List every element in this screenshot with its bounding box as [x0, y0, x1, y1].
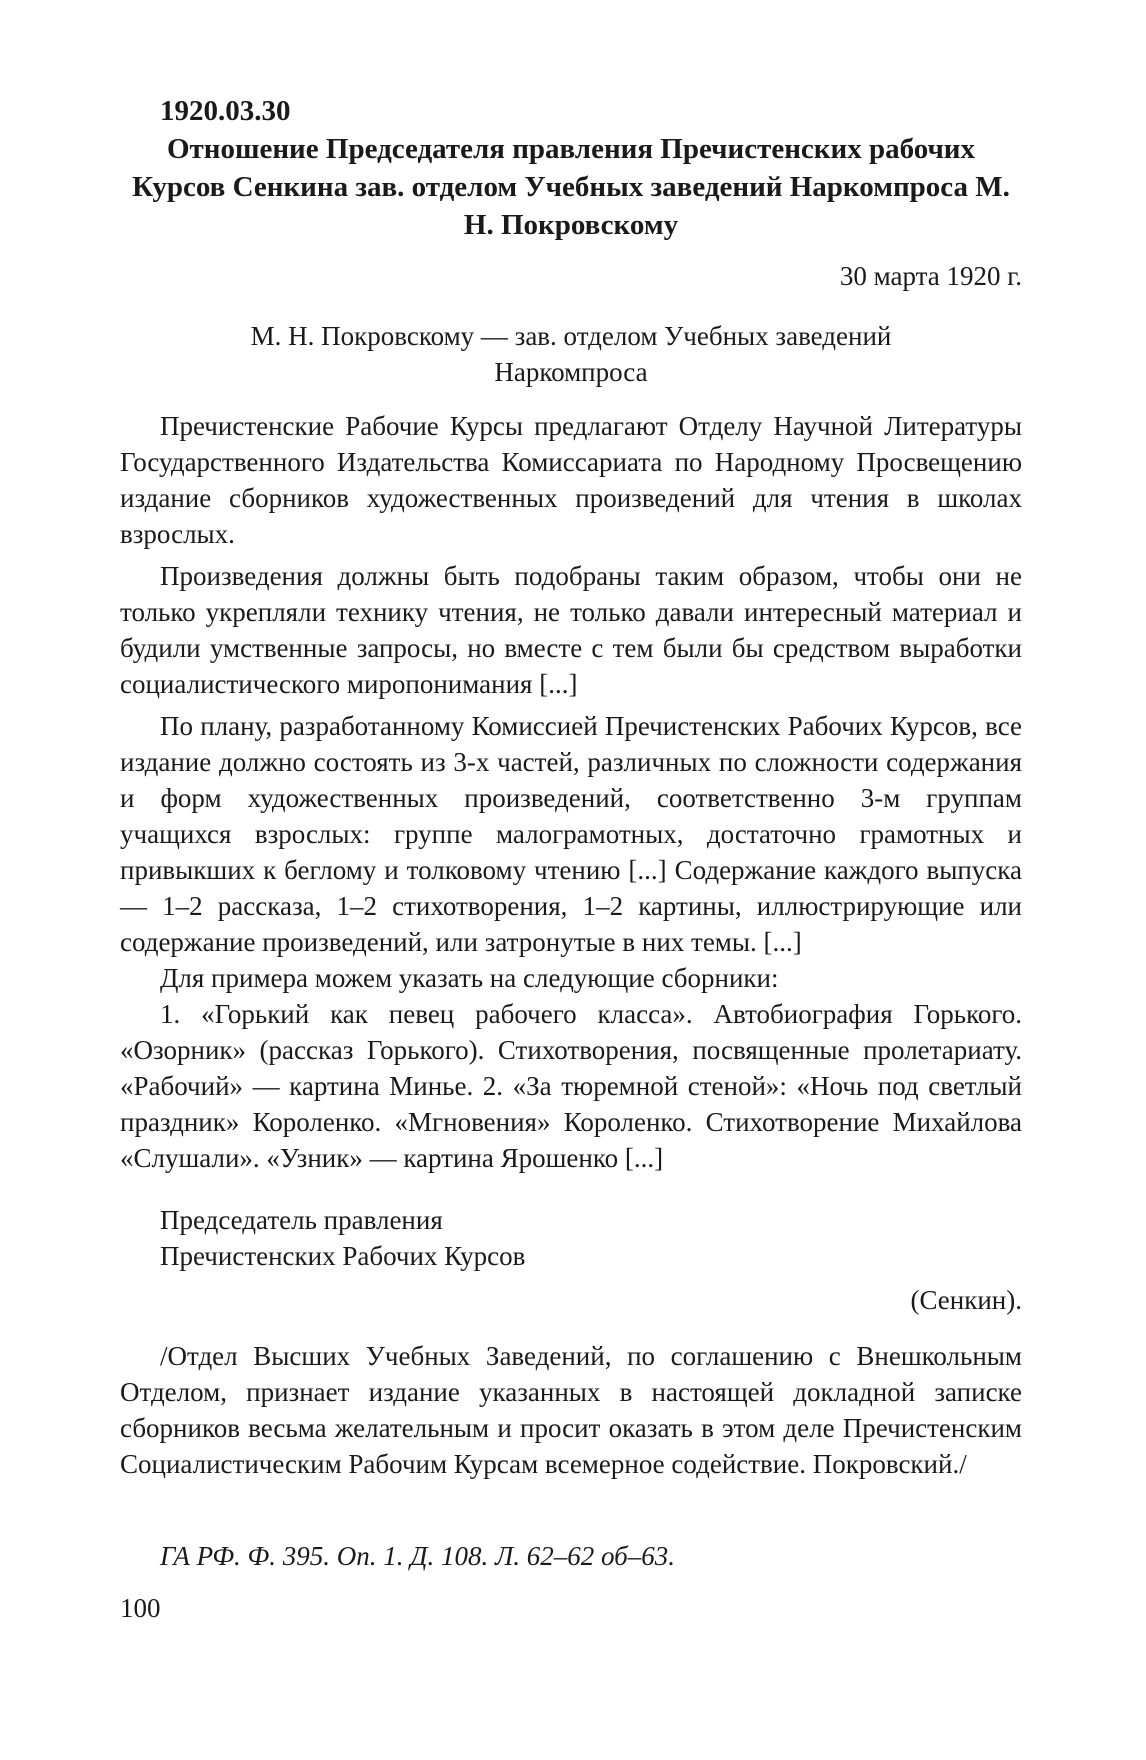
- letter-date: 30 марта 1920 г.: [839, 261, 1022, 291]
- addressee-line: М. Н. Покровскому — зав. отделом Учебных заведений: [250, 321, 892, 351]
- document-number-date: 1920.03.30: [160, 95, 291, 127]
- signature-block: [160, 1202, 525, 1274]
- letter-body: [120, 408, 1022, 1182]
- body-paragraph: Пречистенские Рабочие Курсы предлагают Отделу Научной Литературы Государственного Издательства Комиссариата по Народному Просвещению издание сборников художественных произведений для чтения в школах взрослых.: [120, 411, 1022, 549]
- body-paragraph: 1. «Горький как певец рабочего класса». Автобиография Горького. «Озорник» (рассказ Горького). Стихотворения, посвященные пролетариату. «Рабочий» — картина Минье. 2. «За тюремной стеной»: «Ночь под светлый праздник» Короленко. «Мгновения» Короленко. Стихотворение Михайлова «Слушали». «Узник» — картина Ярошенко [...]: [120, 999, 1022, 1173]
- addressee-line: Наркомпроса: [494, 357, 648, 387]
- signature-title: Пречистенских Рабочих Курсов: [160, 1241, 526, 1271]
- archive-reference: ГА РФ. Ф. 395. Оп. 1. Д. 108. Л. 62–62 об–63.: [160, 1541, 675, 1571]
- resolution-note: /Отдел Высших Учебных Заведений, по соглашению с Внешкольным Отделом, признает издание указанных в настоящей докладной записке сборников весьма желательным и просит оказать в этом деле Пречистенским Социалистическим Рабочим Курсам всемерное содействие. Покровский./: [120, 1341, 1022, 1479]
- document-title: Отношение Председателя правления Пречистенских рабочих Курсов Сенкина зав. отделом Учебных заведений Наркомпроса М. Н. Покровскому: [132, 133, 1010, 241]
- page-number: 100: [120, 1593, 161, 1623]
- addressee: [120, 318, 1022, 390]
- body-paragraph: Произведения должны быть подобраны таким образом, чтобы они не только укрепляли технику чтения, не только давали интересный материал и будили умственные запросы, но вместе с тем были бы средством выработки социалистического миропонимания [...]: [120, 561, 1022, 699]
- body-paragraph: По плану, разработанному Комиссией Пречистенских Рабочих Курсов, все издание должно состоять из 3-х частей, различных по сложности содержания и форм художественных произведений, соответственно 3-м группам учащихся взрослых: группе малограмотных, достаточно грамотных и привыкших к беглому и толковому чтению [...] Содержание каждого выпуска — 1–2 рассказа, 1–2 стихотворения, 1–2 картины, иллюстрирующие или содержание произведений, или затронутые в них темы. [...]: [120, 711, 1022, 957]
- signature-name: (Сенкин).: [910, 1285, 1022, 1315]
- signature-title: Председатель правления: [160, 1205, 443, 1235]
- body-paragraph: Для примера можем указать на следующие сборники:: [160, 963, 779, 993]
